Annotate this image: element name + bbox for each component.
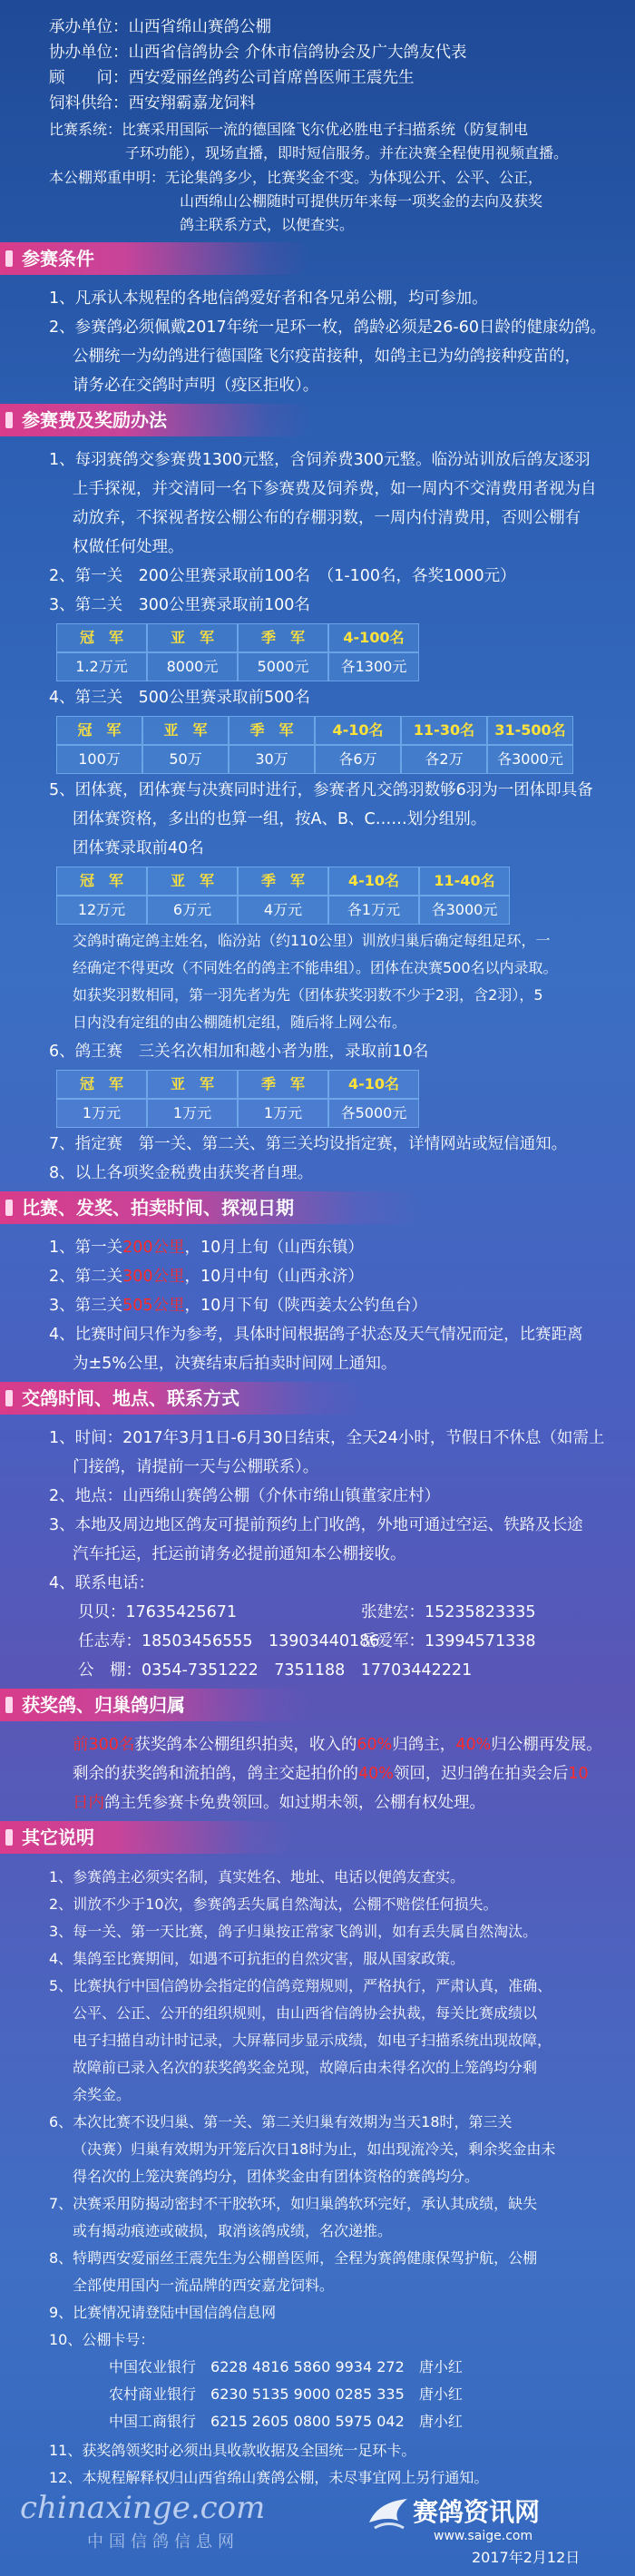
bank-title: 10、公棚卡号： [49, 2331, 155, 2348]
t3-val-3: 4万元 [238, 896, 328, 925]
header-statement-cont-2: 鸽主联系方式，以便查实。 [180, 216, 355, 233]
t1-val-1: 1.2万元 [56, 652, 147, 681]
section-title-other: 其它说明 [0, 1821, 294, 1854]
prize-table-stage3 [56, 716, 573, 774]
t3-head-4: 4-10名 [328, 867, 419, 896]
fees-designated-line: 7、指定赛 第一关、第二关、第三关均设指定赛，详情网站或短信通知。 [49, 1135, 568, 1153]
conditions-line-3: 公棚统一为幼鸽进行德国隆飞尔疫苗接种，如鸽主已为幼鸽接种疫苗的， [73, 348, 581, 366]
conditions-line-4: 请务必在交鸽时声明（疫区拒收）。 [73, 377, 319, 395]
fees-team-line-1: 5、团体赛，团体赛与决赛同时进行，参赛者凡交鸽羽数够6羽为一团体即具备 [49, 781, 593, 799]
contact-row-1b: 张建宏：15235823335 [361, 1603, 536, 1621]
conditions-line-1: 1、凡承认本规程的各地信鸽爱好者和各兄弟公棚，均可参加。 [49, 289, 488, 308]
other-line-9: 余奖金。 [73, 2086, 132, 2103]
other-line-4: 4、集鸽至比赛期间，如遇不可抗拒的自然灾害，服从国家政策。 [49, 1950, 465, 1967]
team-rule-line-3: 如获奖羽数相同，第一羽先者为先（团体获奖羽数不少于2羽，含2羽），5 [73, 986, 543, 1004]
delivery-phone-title: 4、联系电话： [49, 1574, 155, 1592]
other-line-13: 7、决赛采用防揭动密封不干胶软环，如归巢鸽软环完好，承认其成绩，缺失 [49, 2195, 538, 2212]
t3-val-4: 各1万元 [328, 896, 419, 925]
t1-val-2: 8000元 [147, 652, 238, 681]
auction-line-3: 日内鸽主凭参赛卡免费领回。如过期未领，公棚有权处理。 [73, 1794, 485, 1812]
team-rule-line-1: 交鸽时确定鸽主姓名，临汾站（约110公里）训放归巢后确定每组足环，一 [73, 932, 551, 949]
saige-logo-icon [367, 2497, 409, 2535]
race-row-1: 1、第一关200公里，10月上旬（山西东镇） [49, 1239, 364, 1257]
section-title-race: 比赛、发奖、拍卖时间、探视日期 [0, 1191, 421, 1224]
t2-val-3: 30万 [229, 745, 315, 774]
bank-row-3: 中国工商银行 6215 2605 0800 5975 042 唐小红 [109, 2413, 463, 2430]
race-row-2: 2、第二关300公里，10月中旬（山西永济） [49, 1268, 364, 1286]
race-row-3: 3、第三关505公里，10月下旬（陕西姜太公钓鱼台） [49, 1297, 427, 1315]
other-line-8: 故障前已录入名次的获奖鸽奖金兑现，故障后由未得名次的上笼鸽均分剩 [73, 2059, 538, 2076]
prize-table-king [56, 1070, 419, 1128]
contact-row-2: 任志寿：18503456555 13903440186 [78, 1632, 380, 1650]
team-rule-line-4: 日内没有定组的由公棚随机定组，随后将上网公布。 [73, 1014, 407, 1031]
header-row-feed: 饲料供给：西安翔霸嘉龙饲料 [49, 94, 256, 113]
other-line-6: 公平、公正、公开的组织规则，由山西省信鸽协会执裁，每关比赛成绩以 [73, 2004, 538, 2022]
t3-val-5: 各3000元 [419, 896, 510, 925]
fees-line-stage3: 4、第三关 500公里赛录取前500名 [49, 689, 310, 707]
header-row-organizer: 承办单位：山西省绵山赛鸽公棚 [49, 18, 271, 36]
header-system-cont: 子环功能），现场直播，即时短信服务。并在决赛全程使用视频直播。 [125, 144, 569, 162]
t1-val-3: 5000元 [238, 652, 328, 681]
t2-val-5: 各2万 [401, 745, 487, 774]
contact-row-2b: 岳爱军：13994571338 [361, 1632, 536, 1650]
race-note-line-1: 4、比赛时间只作为参考，具体时间根据鸽子状态及天气情况而定，比赛距离 [49, 1326, 583, 1344]
delivery-time-line-2: 门接鸽，请提前一天与公棚联系）。 [73, 1458, 319, 1476]
t3-head-2: 亚 军 [147, 867, 238, 896]
team-rule-line-2: 经确定不得更改（不同姓名的鸽主不能串组）。团体在决赛500名以内录取。 [73, 959, 558, 976]
fees-line-3: 动放弃，不探视者按公棚公布的存棚羽数，一周内付清费用，否则公棚有 [73, 509, 581, 527]
section-title-conditions: 参赛条件 [0, 242, 312, 275]
delivery-address: 2、地点：山西绵山赛鸽公棚（介休市绵山镇董家庄村） [49, 1487, 441, 1505]
t2-val-6: 各3000元 [487, 745, 573, 774]
auction-line-2: 剩余的获奖鸽和流拍鸽，鸽主交起拍价的40%领回，迟归鸽在拍卖会后10 [73, 1765, 589, 1783]
t4-val-3: 1万元 [238, 1099, 328, 1128]
watermark-chinaxinge-sub: 中国信鸽信息网 [87, 2532, 239, 2552]
other-line-12-rules: 12、本规程解释权归山西省绵山赛鸽公棚，未尽事宜网上另行通知。 [49, 2469, 489, 2486]
t2-head-4: 4-10名 [315, 716, 401, 745]
fees-king-line: 6、鸽王赛 三关名次相加和越小者为胜，录取前10名 [49, 1043, 429, 1061]
other-line-12: 得名次的上笼决赛鸽均分，团体奖金由有团体资格的赛鸽均分。 [73, 2168, 480, 2185]
delivery-time-line-1: 1、时间：2017年3月1日-6月30日结束，全天24小时，节假日不休息（如需上 [49, 1429, 605, 1447]
fees-team-line-3: 团体赛录取前40名 [73, 839, 204, 857]
t3-head-5: 11-40名 [419, 867, 510, 896]
t4-val-2: 1万元 [147, 1099, 238, 1128]
t2-head-6: 31-500名 [487, 716, 573, 745]
t4-head-2: 亚 军 [147, 1070, 238, 1099]
t4-val-1: 1万元 [56, 1099, 147, 1128]
t4-head-4: 4-10名 [328, 1070, 419, 1099]
race-note-line-2: 为±5%公里，决赛结束后拍卖时间网上通知。 [73, 1355, 397, 1373]
t2-head-2: 亚 军 [142, 716, 229, 745]
contact-row-1: 贝贝：17635425671 [78, 1603, 237, 1621]
other-line-7: 电子扫描自动计时记录，大屏幕同步显示成绩，如电子扫描系统出现故障， [73, 2032, 552, 2049]
fees-line-4: 权做任何处理。 [73, 538, 184, 556]
other-line-16: 全部使用国内一流品牌的西安嘉龙饲料。 [73, 2277, 335, 2294]
t2-val-1: 100万 [56, 745, 142, 774]
t4-head-1: 冠 军 [56, 1070, 147, 1099]
watermark-saige: 赛鸽资讯网 [413, 2497, 541, 2527]
other-line-14: 或有揭动痕迹或破损，取消该鸽成绩，名次递推。 [73, 2222, 393, 2239]
bank-row-2: 农村商业银行 6230 5135 9000 0285 335 唐小红 [109, 2385, 463, 2403]
auction-line-1: 前300名获奖鸽本公棚组织拍卖，收入的60%归鸽主，40%归公棚再发展。 [73, 1736, 602, 1754]
prize-table-stage2 [56, 623, 419, 681]
other-line-5: 5、比赛执行中国信鸽协会指定的信鸽竞翔规则，严格执行，严肃认真，准确、 [49, 1977, 552, 1994]
fees-team-line-2: 团体赛资格，多出的也算一组，按A、B、C……划分组别。 [73, 810, 487, 828]
watermark-saige-sub: www.saige.com [434, 2529, 533, 2543]
section-title-auction: 获奖鸽、归巢鸽归属 [0, 1689, 312, 1721]
t2-head-1: 冠 军 [56, 716, 142, 745]
t3-head-1: 冠 军 [56, 867, 147, 896]
other-line-15: 8、特聘西安爱丽丝王震先生为公棚兽医师，全程为赛鸽健康保驾护航，公棚 [49, 2249, 538, 2267]
prize-table-team [56, 867, 510, 925]
t1-head-3: 季 军 [238, 623, 328, 652]
other-line-3: 3、每一关、第一天比赛，鸽子归巢按正常家飞鸽训，如有丢失属自然淘汰。 [49, 1923, 538, 1940]
t3-val-2: 6万元 [147, 896, 238, 925]
watermark-chinaxinge: chinaxinge.com [20, 2490, 266, 2526]
header-row-statement: 本公棚郑重申明：无论集鸽多少，比赛奖金不变。为体现公开、公平、公正， [49, 169, 543, 186]
t1-head-2: 亚 军 [147, 623, 238, 652]
delivery-ship-line-1: 3、本地及周边地区鸽友可提前预约上门收鸽，外地可通过空运、铁路及长途 [49, 1516, 583, 1534]
other-line-1: 1、参赛鸽主必须实名制，真实姓名、地址、电话以便鸽友查实。 [49, 1868, 465, 1885]
header-row-coorganizer: 协办单位：山西省信鸽协会 介休市信鸽协会及广大鸽友代表 [49, 44, 467, 62]
t2-val-2: 50万 [142, 745, 229, 774]
t2-head-3: 季 军 [229, 716, 315, 745]
fees-line-1: 1、每羽赛鸽交参赛费1300元整，含饲养费300元整。临汾站训放后鸽友逐羽 [49, 451, 591, 469]
t2-val-4: 各6万 [315, 745, 401, 774]
header-row-system: 比赛系统：比赛采用国际一流的德国隆飞尔优必胜电子扫描系统（防复制电 [49, 121, 529, 138]
delivery-ship-line-2: 汽车托运，托运前请务必提前通知本公棚接收。 [73, 1545, 406, 1563]
t4-head-3: 季 军 [238, 1070, 328, 1099]
footer-date: 2017年2月12日 [472, 2549, 581, 2566]
t3-val-1: 12万元 [56, 896, 147, 925]
conditions-line-2: 2、参赛鸽必须佩戴2017年统一足环一枚，鸽龄必须是26-60日龄的健康幼鸽。 [49, 318, 607, 337]
bank-row-1: 中国农业银行 6228 4816 5860 9934 272 唐小红 [109, 2358, 463, 2375]
contact-row-3: 公 棚：0354-7351222 7351188 17703442221 [78, 1661, 473, 1680]
header-row-advisor: 顾 问：西安爱丽丝鸽药公司首席兽医师王震先生 [49, 69, 415, 87]
t4-val-4: 各5000元 [328, 1099, 419, 1128]
fees-line-2: 上手探视，并交清同一名下参赛费及饲养费，如一周内不交清费用者视为自 [73, 480, 597, 498]
other-line-10: 6、本次比赛不设归巢、第一关、第二关归巢有效期为当天18时，第三关 [49, 2113, 513, 2130]
fees-line-5: 2、第一关 200公里赛录取前100名 （1-100名，各奖1000元） [49, 567, 516, 585]
fees-tax-line: 8、以上各项奖金税费由获奖者自理。 [49, 1164, 314, 1182]
other-line-17: 9、比赛情况请登陆中国信鸽信息网 [49, 2304, 277, 2321]
t1-head-1: 冠 军 [56, 623, 147, 652]
t1-head-4: 4-100名 [328, 623, 419, 652]
t1-val-4: 各1300元 [328, 652, 419, 681]
other-line-11: （决赛）归巢有效期为开笼后次日18时为止，如出现流冷关，剩余奖金由未 [73, 2140, 556, 2158]
other-line-11-award: 11、获奖鸽领奖时必须出具收款收据及全国统一足环卡。 [49, 2442, 416, 2459]
other-line-2: 2、训放不少于10次，参赛鸽丢失属自然淘汰，公棚不赔偿任何损失。 [49, 1895, 498, 1913]
fees-line-6: 3、第二关 300公里赛录取前100名 [49, 596, 310, 614]
t3-head-3: 季 军 [238, 867, 328, 896]
section-title-fees: 参赛费及奖励办法 [0, 404, 312, 436]
t2-head-5: 11-30名 [401, 716, 487, 745]
section-title-delivery: 交鸽时间、地点、联系方式 [0, 1382, 366, 1415]
header-statement-cont-1: 山西绵山公棚随时可提供历年来每一项奖金的去向及获奖 [180, 192, 543, 210]
